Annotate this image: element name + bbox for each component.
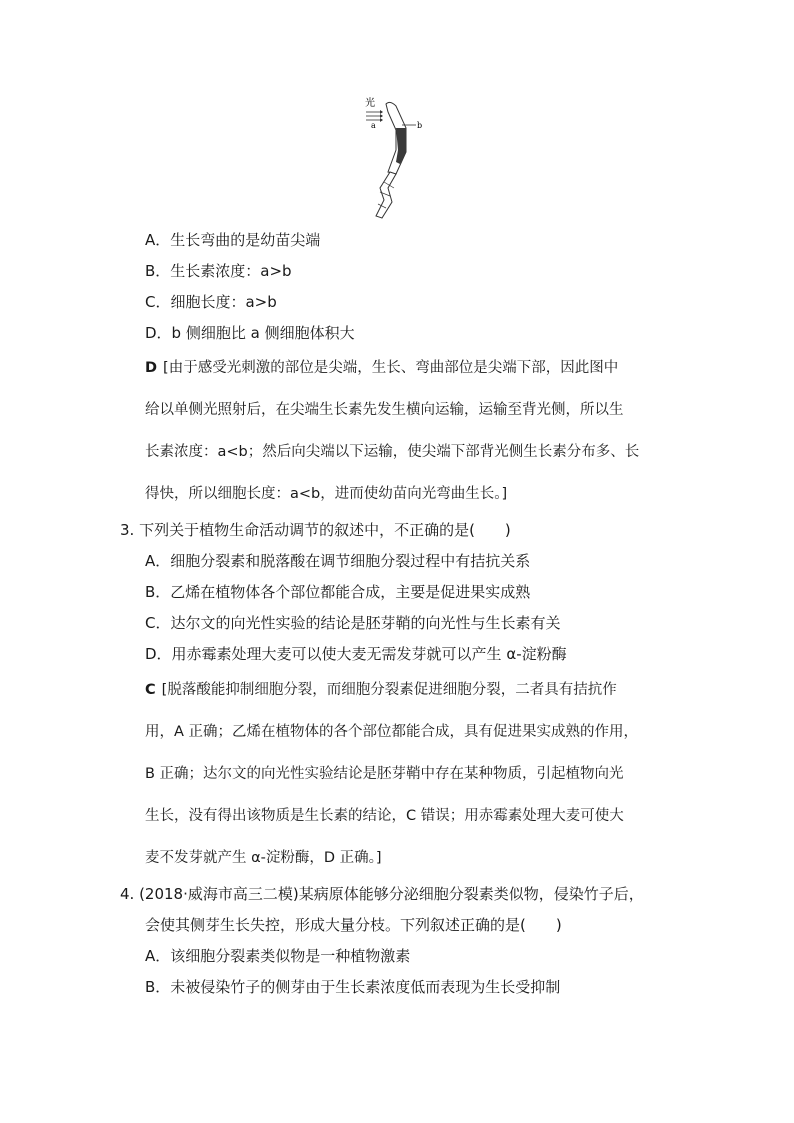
q2-answer-letter: D	[145, 360, 158, 376]
q2-explanation-line-2: 给以单侧光照射后，在尖端生长素先发生横向运输，运输至背光侧，所以生	[145, 402, 624, 418]
q3-explanation-line-3: B 正确；达尔文的向光性实验结论是胚芽鞘中存在某种物质，引起植物向光	[145, 766, 624, 782]
q4-option-b: B．未被侵染竹子的侧芽由于生长素浓度低而表现为生长受抑制	[145, 978, 561, 996]
q3-option-c: C．达尔文的向光性实验的结论是胚芽鞘的向光性与生长素有关	[145, 614, 561, 632]
q2-explanation-line-4: 得快，所以细胞长度：a<b，进而使幼苗向光弯曲生长。]	[145, 486, 508, 502]
q4-option-a: A．该细胞分裂素类似物是一种植物激素	[145, 947, 411, 965]
q2-option-c: C．细胞长度：a>b	[145, 293, 277, 311]
q4-stem-line-1: 4. (2018·威海市高三二模)某病原体能够分泌细胞分裂素类似物，侵染竹子后，	[120, 885, 644, 903]
q3-option-d: D．用赤霉素处理大麦可以使大麦无需发芽就可以产生 α-淀粉酶	[145, 645, 567, 663]
light-arrowhead-1	[380, 110, 383, 114]
q3-answer-letter: C	[145, 682, 156, 698]
q3-explanation-line-5: 麦不发芽就产生 α-淀粉酶，D 正确。]	[145, 850, 382, 866]
q3-option-a: A．细胞分裂素和脱落酸在调节细胞分裂过程中有拮抗关系	[145, 552, 531, 570]
seedling-phototropism-figure	[360, 92, 440, 222]
light-label: 光	[365, 98, 375, 109]
q3-explanation-line-2: 用，A 正确；乙烯在植物体的各个部位都能合成，具有促进果实成熟的作用，	[145, 724, 639, 740]
q3-explanation-text-1: [脱落酸能抑制细胞分裂，而细胞分裂素促进细胞分裂，二者具有拮抗作	[161, 682, 617, 698]
q3-explanation-line-4: 生长，没有得出该物质是生长素的结论，C 错误；用赤霉素处理大麦可使大	[145, 808, 624, 824]
seedling-stem	[376, 172, 396, 218]
q3-option-b: B．乙烯在植物体各个部位都能合成，主要是促进果实成熟	[145, 583, 531, 601]
light-arrowhead-2	[380, 114, 383, 118]
q2-option-a: A．生长弯曲的是幼苗尖端	[145, 231, 321, 249]
label-b: b	[417, 121, 423, 130]
q3-stem: 3. 下列关于植物生命活动调节的叙述中，不正确的是( )	[120, 521, 511, 539]
seedling-diagram	[360, 92, 440, 222]
q4-stem-line-2: 会使其侧芽生长失控，形成大量分枝。下列叙述正确的是( )	[145, 916, 562, 934]
q2-explanation-line-3: 长素浓度：a<b；然后向尖端以下运输，使尖端下部背光侧生长素分布多、长	[145, 444, 640, 460]
light-arrowhead-3	[380, 118, 383, 122]
q2-explanation-text-1: [由于感受光刺激的部位是尖端，生长、弯曲部位是尖端下部，因此图中	[163, 360, 619, 376]
q2-option-d: D．b 侧细胞比 a 侧细胞体积大	[145, 324, 355, 342]
q2-explanation-line-1	[145, 358, 618, 378]
label-a: a	[371, 121, 376, 130]
q3-explanation-line-1	[145, 680, 617, 700]
q2-option-b: B．生长素浓度：a>b	[145, 262, 292, 280]
